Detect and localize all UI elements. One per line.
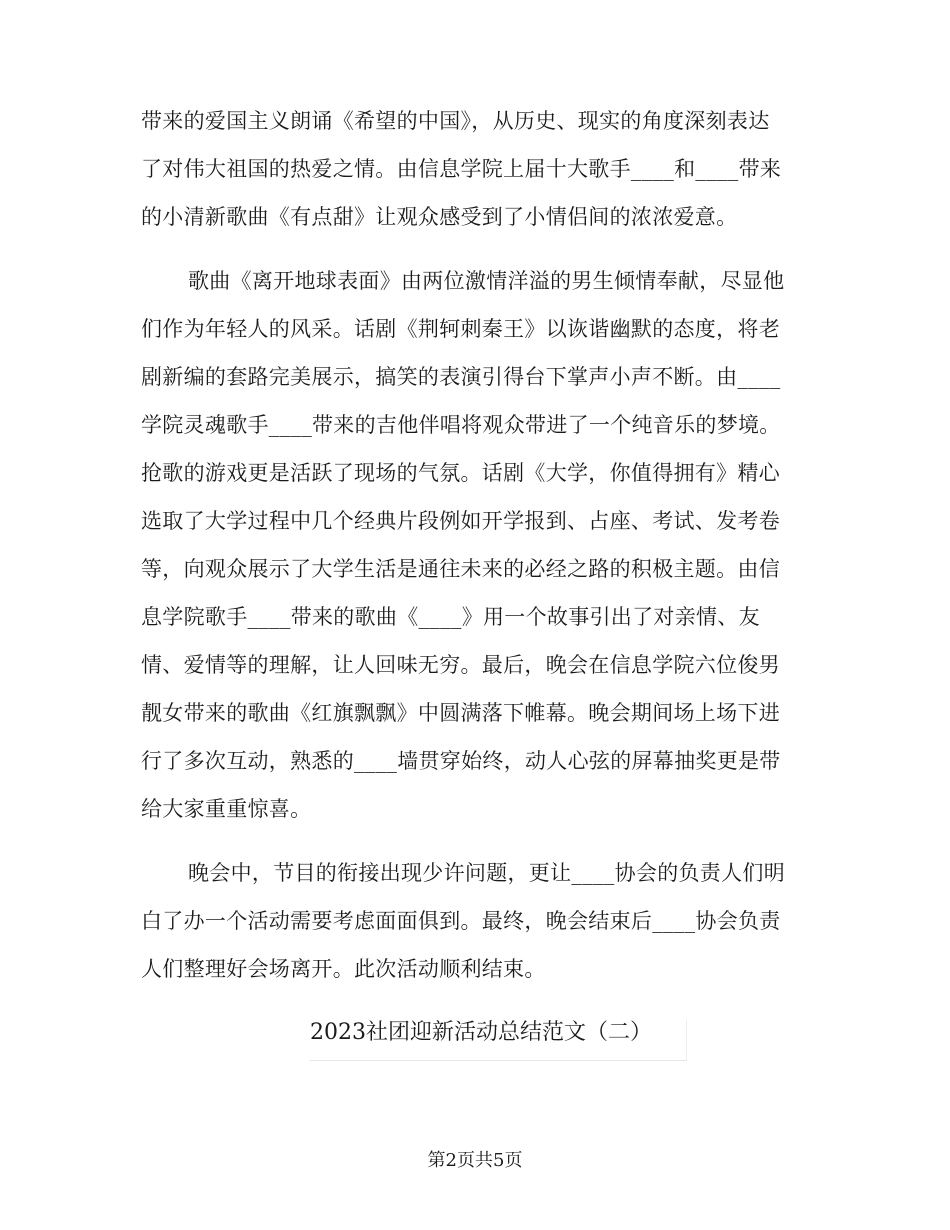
paragraph-2-line-10: 靓女带来的歌曲《红旗飘飘》中圆满落下帷幕。晚会期间场上场下进 <box>141 701 780 725</box>
paragraph-3-line-1: 晚会中，节目的衔接出现少许问题，更让____协会的负责人们明 <box>188 861 785 885</box>
paragraph-2-line-7: 等，向观众展示了大学生活是通往未来的必经之路的积极主题。由信 <box>141 557 780 581</box>
paragraph-2-line-5: 抢歌的游戏更是活跃了现场的气氛。话剧《大学，你值得拥有》精心 <box>141 461 780 485</box>
paragraph-2-line-4: 学院灵魂歌手____带来的吉他伴唱将观众带进了一个纯音乐的梦境。 <box>141 413 781 437</box>
paragraph-2-line-8: 息学院歌手____带来的歌曲《____》用一个故事引出了对亲情、友 <box>141 605 760 629</box>
paragraph-3-line-2: 白了办一个活动需要考虑面面俱到。最终，晚会结束后____协会负责 <box>141 909 781 933</box>
paragraph-2-line-2: 们作为年轻人的风采。话剧《荆轲刺秦王》以诙谐幽默的态度，将老 <box>141 317 780 341</box>
section-title: 2023社团迎新活动总结范文（二） <box>310 1020 687 1061</box>
paragraph-2-line-9: 情、爱情等的理解，让人回味无穷。最后，晚会在信息学院六位俊男 <box>141 653 780 677</box>
paragraph-1-line-1: 带来的爱国主义朗诵《希望的中国》，从历史、现实的角度深刻表达 <box>141 109 770 133</box>
paragraph-2-line-3: 剧新编的套路完美展示，搞笑的表演引得台下掌声小声不断。由____ <box>141 365 781 389</box>
paragraph-3-line-3: 人们整理好会场离开。此次活动顺利结束。 <box>141 957 546 981</box>
paragraph-1-line-2: 了对伟大祖国的热爱之情。由信息学院上届十大歌手____和____带来 <box>141 157 782 181</box>
paragraph-2-line-11: 行了多次互动，熟悉的____墙贯穿始终，动人心弦的屏幕抽奖更是带 <box>141 749 781 773</box>
paragraph-2-line-12: 给大家重重惊喜。 <box>141 797 312 821</box>
paragraph-2-line-1: 歌曲《离开地球表面》由两位激情洋溢的男生倾情奉献，尽显他 <box>188 269 785 293</box>
page-number-footer: 第2页共5页 <box>427 1150 523 1171</box>
paragraph-2-line-6: 选取了大学过程中几个经典片段例如开学报到、占座、考试、发考卷 <box>141 509 780 533</box>
paragraph-1-line-3: 的小清新歌曲《有点甜》让观众感受到了小情侣间的浓浓爱意。 <box>141 205 738 229</box>
